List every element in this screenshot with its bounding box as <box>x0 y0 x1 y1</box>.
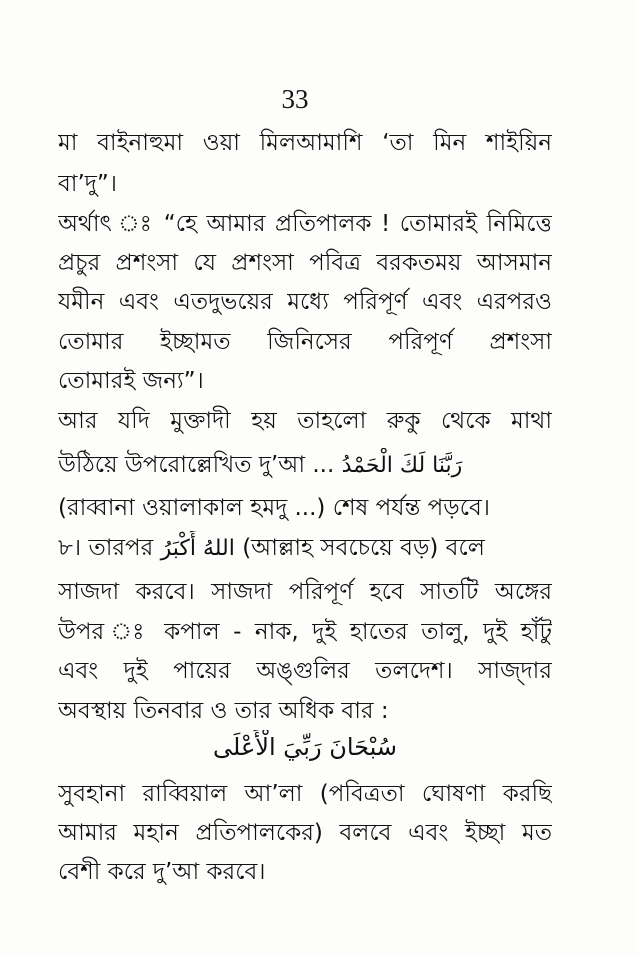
text-line: প্রচুর প্রশংসা যে প্রশংসা পবিত্র বরকতময় আসমান <box>58 250 552 276</box>
text-line-with-arabic <box>58 448 552 483</box>
text-line-with-arabic <box>58 531 552 566</box>
text-line: তোমার ইচ্ছামত জিনিসের পরিপূর্ণ প্রশংসা <box>58 329 552 355</box>
arabic-centered-phrase: سُبْحَانَ رَبِّيَ الْأَعْلَى <box>213 733 397 761</box>
text-line: অবস্থায় তিনবার ও তার অধিক বার : <box>58 698 389 724</box>
text-line: সাজদা করবে। সাজদা পরিপূর্ণ হবে সাতটি অঙ্গের <box>58 579 552 605</box>
text-line: আমার মহান প্রতিপালকের) বলবে এবং ইচ্ছা মত <box>58 820 552 846</box>
text-line: (রাব্বানা ওয়ালাকাল হমদু ...) শেষ পর্যন্ত পড়বে। <box>58 495 490 521</box>
text-line: সুবহানা রাব্বিয়াল আ’লা (পবিত্রতা ঘোষণা করছি <box>58 781 552 807</box>
text-line: উপর ঃ কপাল - নাক, দুই হাতের তালু, দুই হাঁটু <box>58 619 552 645</box>
line-text: উঠিয়ে উপরোল্লেখিত দু’আ ... <box>58 452 335 478</box>
text-line: অর্থাৎ ঃ “হে আমার প্রতিপালক ! তোমারই নিমিত্তে <box>58 211 552 237</box>
text-line: আর যদি মুক্তাদী হয় তাহলো রুকু থেকে মাথা <box>58 408 552 434</box>
text-line: যমীন এবং এতদুভয়ের মধ্যে পরিপূর্ণ এবং এরপরও <box>58 289 552 315</box>
line-suffix: (আল্লাহ সবচেয়ে বড়) বলে <box>242 535 485 561</box>
page-number: 33 <box>281 84 309 114</box>
line-prefix: ৮। তারপর <box>58 535 154 561</box>
text-line: বেশী করে দু’আ করবে। <box>58 859 266 885</box>
arabic-phrase: اللهُ أَكْبَرُ <box>160 536 235 561</box>
text-line: এবং দুই পায়ের অঙ্গুলির তলদেশ। সাজ্দার <box>58 658 552 684</box>
text-line: মা বাইনাহুমা ওয়া মিলআমাশি ‘তা মিন শাইয়িন <box>58 130 552 156</box>
arabic-phrase: رَبَّنَا لَكَ الْحَمْدُ <box>341 453 463 478</box>
text-line: বা’দু”। <box>58 171 118 197</box>
text-line: তোমারই জন্য”। <box>58 368 204 394</box>
